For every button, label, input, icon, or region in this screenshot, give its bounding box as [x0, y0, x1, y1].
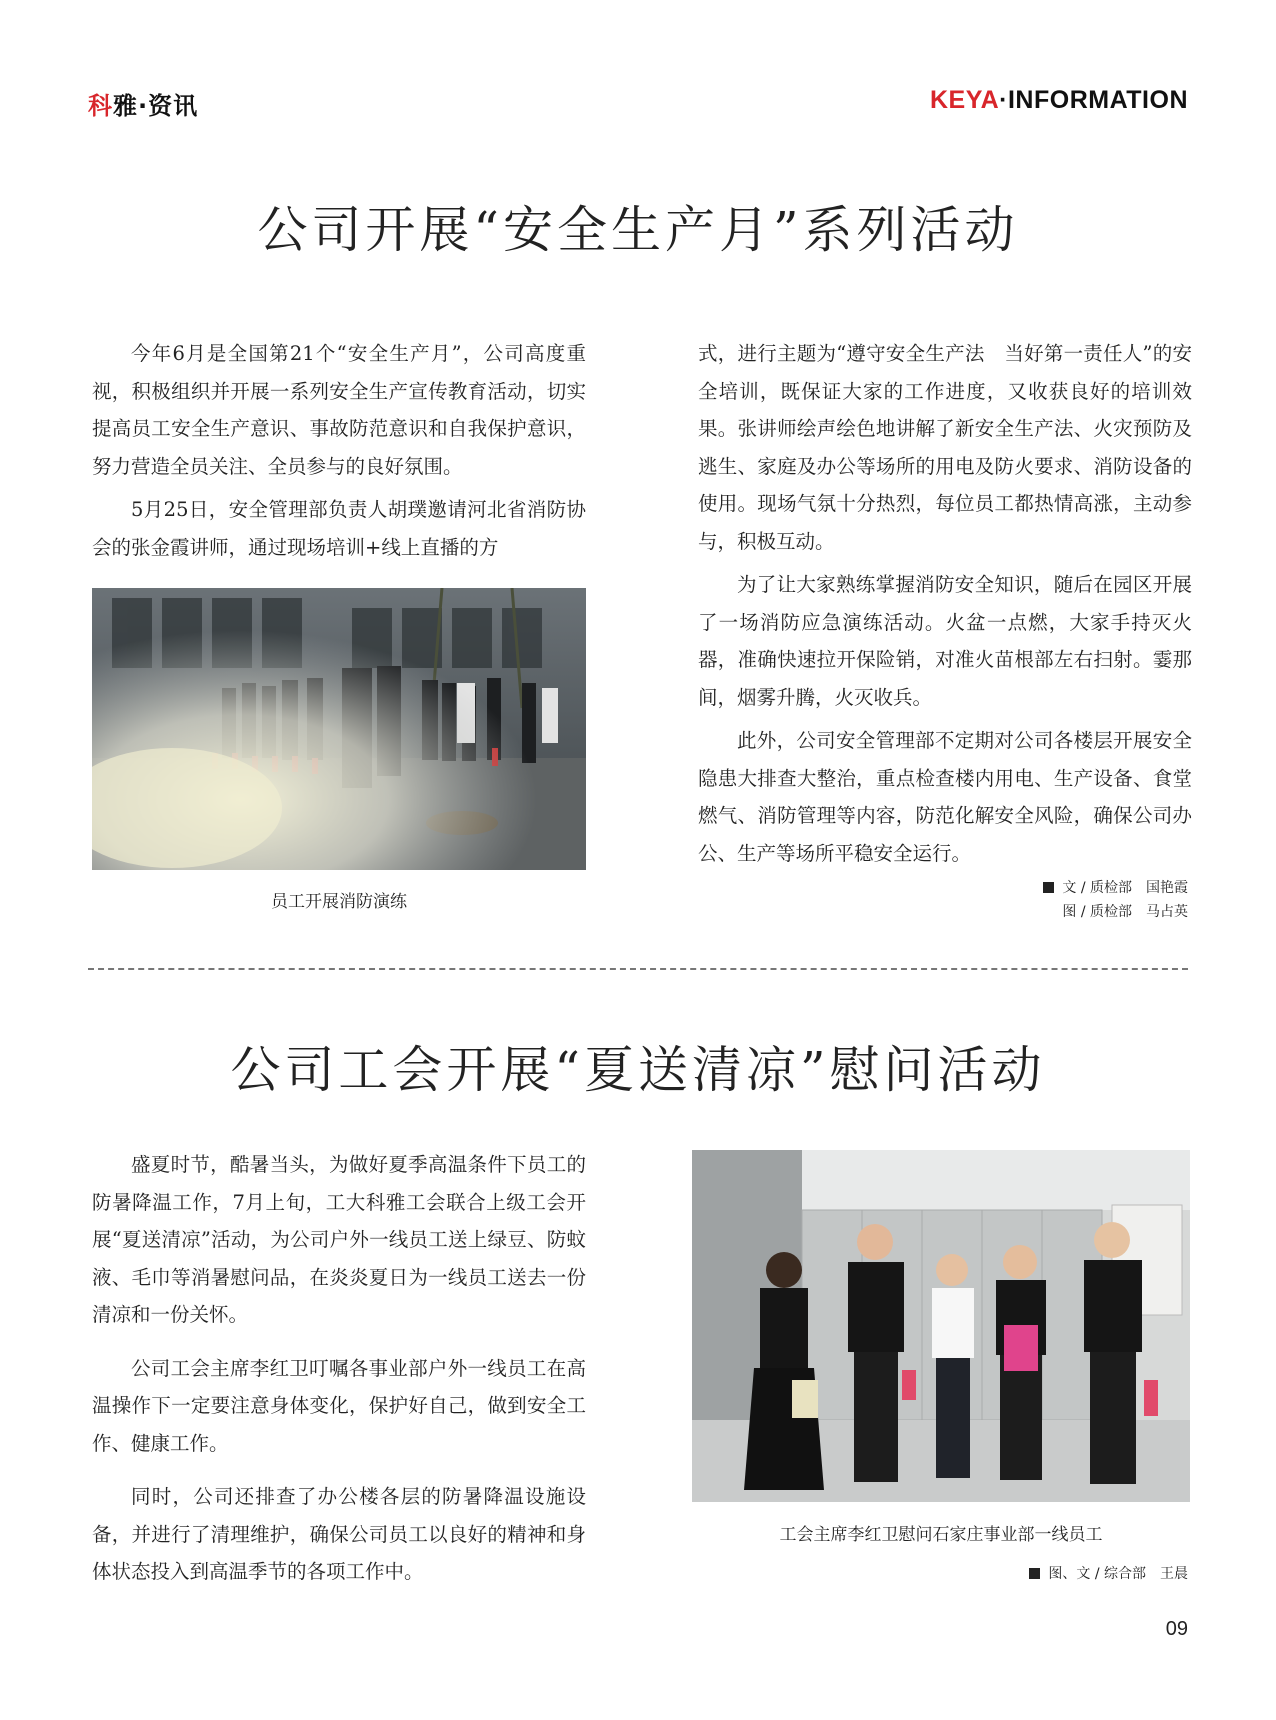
article2-paragraph: 同时，公司还排查了办公楼各层的防暑降温设施设备，并进行了清理维护，确保公司员工以良好的精神和身体状态投入到高温季节的各项工作中。	[92, 1485, 586, 1583]
article1-credits	[788, 876, 1188, 924]
credit-text: 文 / 质检部 国艳霞	[1062, 880, 1188, 896]
brand-rest-en: ·INFORMATION	[999, 86, 1188, 114]
article1-title: 公司开展“安全生产月”系列活动	[257, 201, 1019, 259]
article2-paragraph: 盛夏时节，酷暑当头，为做好夏季高温条件下员工的防暑降温工作，7月上旬，工大科雅工会联合上级工会开展“夏送清凉”活动，为公司户外一线员工送上绿豆、防蚊液、毛巾等消暑慰问品，在炎炎夏日为一线员工送去一份清凉和一份关怀。	[92, 1153, 586, 1326]
article2-credits	[788, 1562, 1188, 1586]
credit-photo: 图 / 质检部 马占英	[1062, 904, 1188, 920]
fire-drill-photo	[92, 588, 586, 870]
article2-paragraph: 公司工会主席李红卫叮嘱各事业部户外一线员工在高温操作下一定要注意身体变化，保护好自己，做到安全工作、健康工作。	[92, 1356, 586, 1455]
article1-photo-caption: 员工开展消防演练	[271, 892, 407, 912]
credit-photo-line	[788, 900, 1188, 924]
brand-accent: 科	[88, 92, 113, 120]
article1-right-column	[698, 335, 1192, 872]
article2-photo-caption: 工会主席李红卫慰问石家庄事业部一线员工	[779, 1525, 1103, 1545]
section-label	[88, 86, 198, 121]
article1-left-column	[92, 335, 586, 566]
article1-paragraph: 此外，公司安全管理部不定期对公司各楼层开展安全隐患大排查大整治，重点检查楼内用电、生产设备、食堂燃气、消防管理等内容，防范化解安全风险，确保公司办公、生产等场所平稳安全运行。	[698, 729, 1192, 865]
article1-paragraph: 式，进行主题为“遵守安全生产法 当好第一责任人”的安全培训，既保证大家的工作进度，又收获良好的培训效果。张讲师绘声绘色地讲解了新安全生产法、火灾预防及逃生、家庭及办公等场所的用电及防火要求、消防设备的使用。现场气氛十分热烈，每位员工都热情高涨，主动参与，积极互动。	[698, 342, 1192, 553]
union-visit-photo	[692, 1150, 1190, 1502]
brand-accent-en: KEYA	[929, 86, 1000, 114]
page-number: 09	[1165, 1618, 1188, 1640]
credit-text-line	[788, 876, 1188, 900]
credit-text: 图、文 / 综合部 王晨	[1048, 1566, 1188, 1582]
square-bullet-icon	[1043, 882, 1054, 893]
section-divider	[88, 968, 1188, 970]
article2-column	[92, 1146, 586, 1591]
article1-paragraph: 今年6月是全国第21个“安全生产月”，公司高度重视，积极组织并开展一系列安全生产宣传教育活动，切实提高员工安全生产意识、事故防范意识和自我保护意识，努力营造全员关注、全员参与的良好氛围。	[92, 342, 586, 478]
article1-paragraph: 5月25日，安全管理部负责人胡璞邀请河北省消防协会的张金霞讲师，通过现场培训+线上直播的方	[92, 498, 586, 559]
section-label-en	[930, 86, 1188, 115]
square-bullet-icon	[1029, 1568, 1040, 1579]
article2-title: 公司工会开展“夏送清凉”慰问活动	[230, 1041, 1046, 1099]
article1-paragraph: 为了让大家熟练掌握消防安全知识，随后在园区开展了一场消防应急演练活动。火盆一点燃，大家手持灭火器，准确快速拉开保险销，对准火苗根部左右扫射。霎那间，烟雾升腾，火灭收兵。	[698, 573, 1192, 709]
brand-rest: 雅·资讯	[113, 92, 199, 120]
